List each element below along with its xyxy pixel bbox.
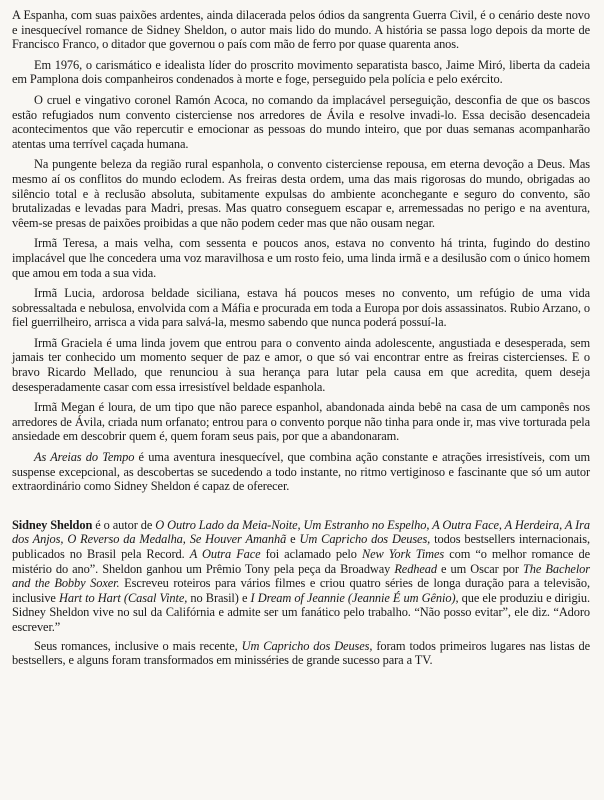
series-title: Hart to Hart (Casal Vinte, [59, 590, 188, 605]
synopsis-closing-paragraph [12, 450, 590, 494]
synopsis-paragraph: Irmã Teresa, a mais velha, com sessenta e poucos anos, estava no convento há trinta, fugindo do destino implacável que lhe concedera uma voz maravilhosa e um rosto feio, uma linda irmã e a desilusão com o único homem que amou em toda a sua vida. [12, 236, 590, 280]
closing-text: é uma aventura inesquecível, que combina ação constante e atrações irresistíveis, com um suspense excepcional, as descobertas se sucedendo a todo instante, no ritmo vertiginoso e fascinante que só um autor extraordinário como Sidney Sheldon é capaz de oferecer. [12, 450, 590, 494]
play-title: Redhead [394, 561, 437, 576]
book-title: Um Capricho dos Deuses, [241, 638, 373, 653]
bio-text: todos bestsellers internacionais, publicados no Brasil pela Record. [12, 532, 590, 561]
film-title: The Bachelor and the Bobby Soxer. [12, 561, 590, 591]
bio-text: e um Oscar por [436, 561, 524, 576]
bio-text: Escreveu roteiros para vários filmes e criou quatro séries de longa duração para a televisão, inclusive [12, 576, 591, 605]
book-title: A Outra Face [189, 547, 261, 561]
bio-text: foi aclamado pelo [260, 547, 362, 561]
bio-text: com “o melhor romance de mistério do ano”. Sheldon ganhou um Prêmio Tony pela peça da Broadway [12, 547, 591, 576]
synopsis-paragraph: Irmã Megan é loura, de um tipo que não parece espanhol, abandonada ainda bebê na casa de um camponês nos arredores de Ávila, criada num orfanato; entrou para o convento porque não tinha para onde ir, mas vive torturada pela ansiedade em descobrir quem é, quem foram seus pais, por que a abandonaram. [12, 400, 590, 444]
synopsis-paragraph: Irmã Lucia, ardorosa beldade siciliana, estava há poucos meses no convento, um refúgio de uma vida sobressaltada e nebulosa, envolvida com a Máfia e procurada em toda a Europa por dois assassinatos. Rubio Arzano, o fiel guerrilheiro, arrisca a vida para salvá-la, mesmo sabendo que nunca poderá possuí-la. [12, 286, 590, 330]
synopsis-paragraph: Em 1976, o carismático e idealista líder do proscrito movimento separatista basco, Jaime Miró, liberta da cadeia em Pamplona dois companheiros condenados à morte e foge, perseguido pela polícia e pelo exército. [12, 57, 590, 87]
synopsis-paragraph: Irmã Graciela é uma linda jovem que entrou para o convento ainda adolescente, angustiada e desesperada, sem jamais ter conhecido um momento sequer de paz e amor, o que só vai encontrar entre as freiras cistercienses. E o bravo Ricardo Mellado, que renunciou à sua herança para lutar pela causa em que acredita, quem deseja desesperadamente casar com essa irresistível beldade espanhola. [12, 335, 590, 394]
author-bio-paragraph [12, 518, 590, 635]
bio-text: Seus romances, inclusive o mais recente, [34, 638, 242, 653]
newspaper-title: New York Times [361, 547, 445, 561]
series-title: I Dream of Jeannie (Jeannie É um Gênio), [250, 590, 459, 605]
bio-text: foram todos primeiros lugares nas listas de bestsellers, e alguns foram transformados em minisséries de grande sucesso para a TV. [12, 638, 590, 668]
synopsis-paragraph: Na pungente beleza da região rural espanhola, o convento cisterciense repousa, em eterna devoção a Deus. Mas mesmo aí os conflitos do mundo eclodem. As freiras desta ordem, uma das mais rigorosas do mundo, obrigadas ao silêncio total e à reclusão absoluta, subitamente expulsas do ambiente aconchegante e seguro do convento, são brutalizadas e levadas para Madri, presas. Mas quatro conseguem escapar e, arremessadas no perigo e na aventura, vêem-se presas de paixões proibidas a que não podem ceder mas que não ousam negar. [12, 157, 590, 230]
bio-text: e [286, 532, 300, 547]
author-name: Sidney Sheldon [12, 517, 93, 532]
author-bio-closing-paragraph [12, 639, 590, 668]
book-title: As Areias do Tempo [34, 450, 135, 465]
synopsis-paragraph: A Espanha, com suas paixões ardentes, ainda dilacerada pelos ódios da sangrenta Guerra Civil, é o cenário deste novo e inesquecível romance de Sidney Sheldon, o autor mais lido do mundo. A história se passa logo depois da morte de Francisco Franco, o ditador que governou o país com mão de ferro por quase quarenta anos. [12, 8, 590, 52]
bio-text: que ele produziu e dirigiu. Sidney Sheldon vive no sul da Califórnia e admite ser um fanático pelo trabalho. “Não posso evitar”, ele diz. “Adoro escrever.” [12, 590, 590, 634]
author-bio-section [12, 518, 590, 668]
synopsis-section [12, 8, 590, 494]
synopsis-paragraph: O cruel e vingativo coronel Ramón Acoca, no comando da implacável perseguição, desconfia de que os bascos estão refugiados num convento cisterciense nos arredores de Ávila e resolve invadi-lo. Essa decisão desencadeia acontecimentos que vão repercutir e emocionar as pessoas do mundo inteiro, que por duas semanas acompanharão atentas uma terrível caçada humana. [12, 92, 590, 151]
book-titles: O Outro Lado da Meia-Noite, Um Estranho no Espelho, A Outra Face, A Herdeira, A Ira dos Anjos, O Reverso da Medalha, Se Houver Amanhã [12, 517, 590, 547]
bio-text: é o autor de [92, 517, 156, 532]
bio-text: no Brasil) e [187, 590, 251, 605]
book-title: Um Capricho dos Deuses, [299, 532, 431, 547]
